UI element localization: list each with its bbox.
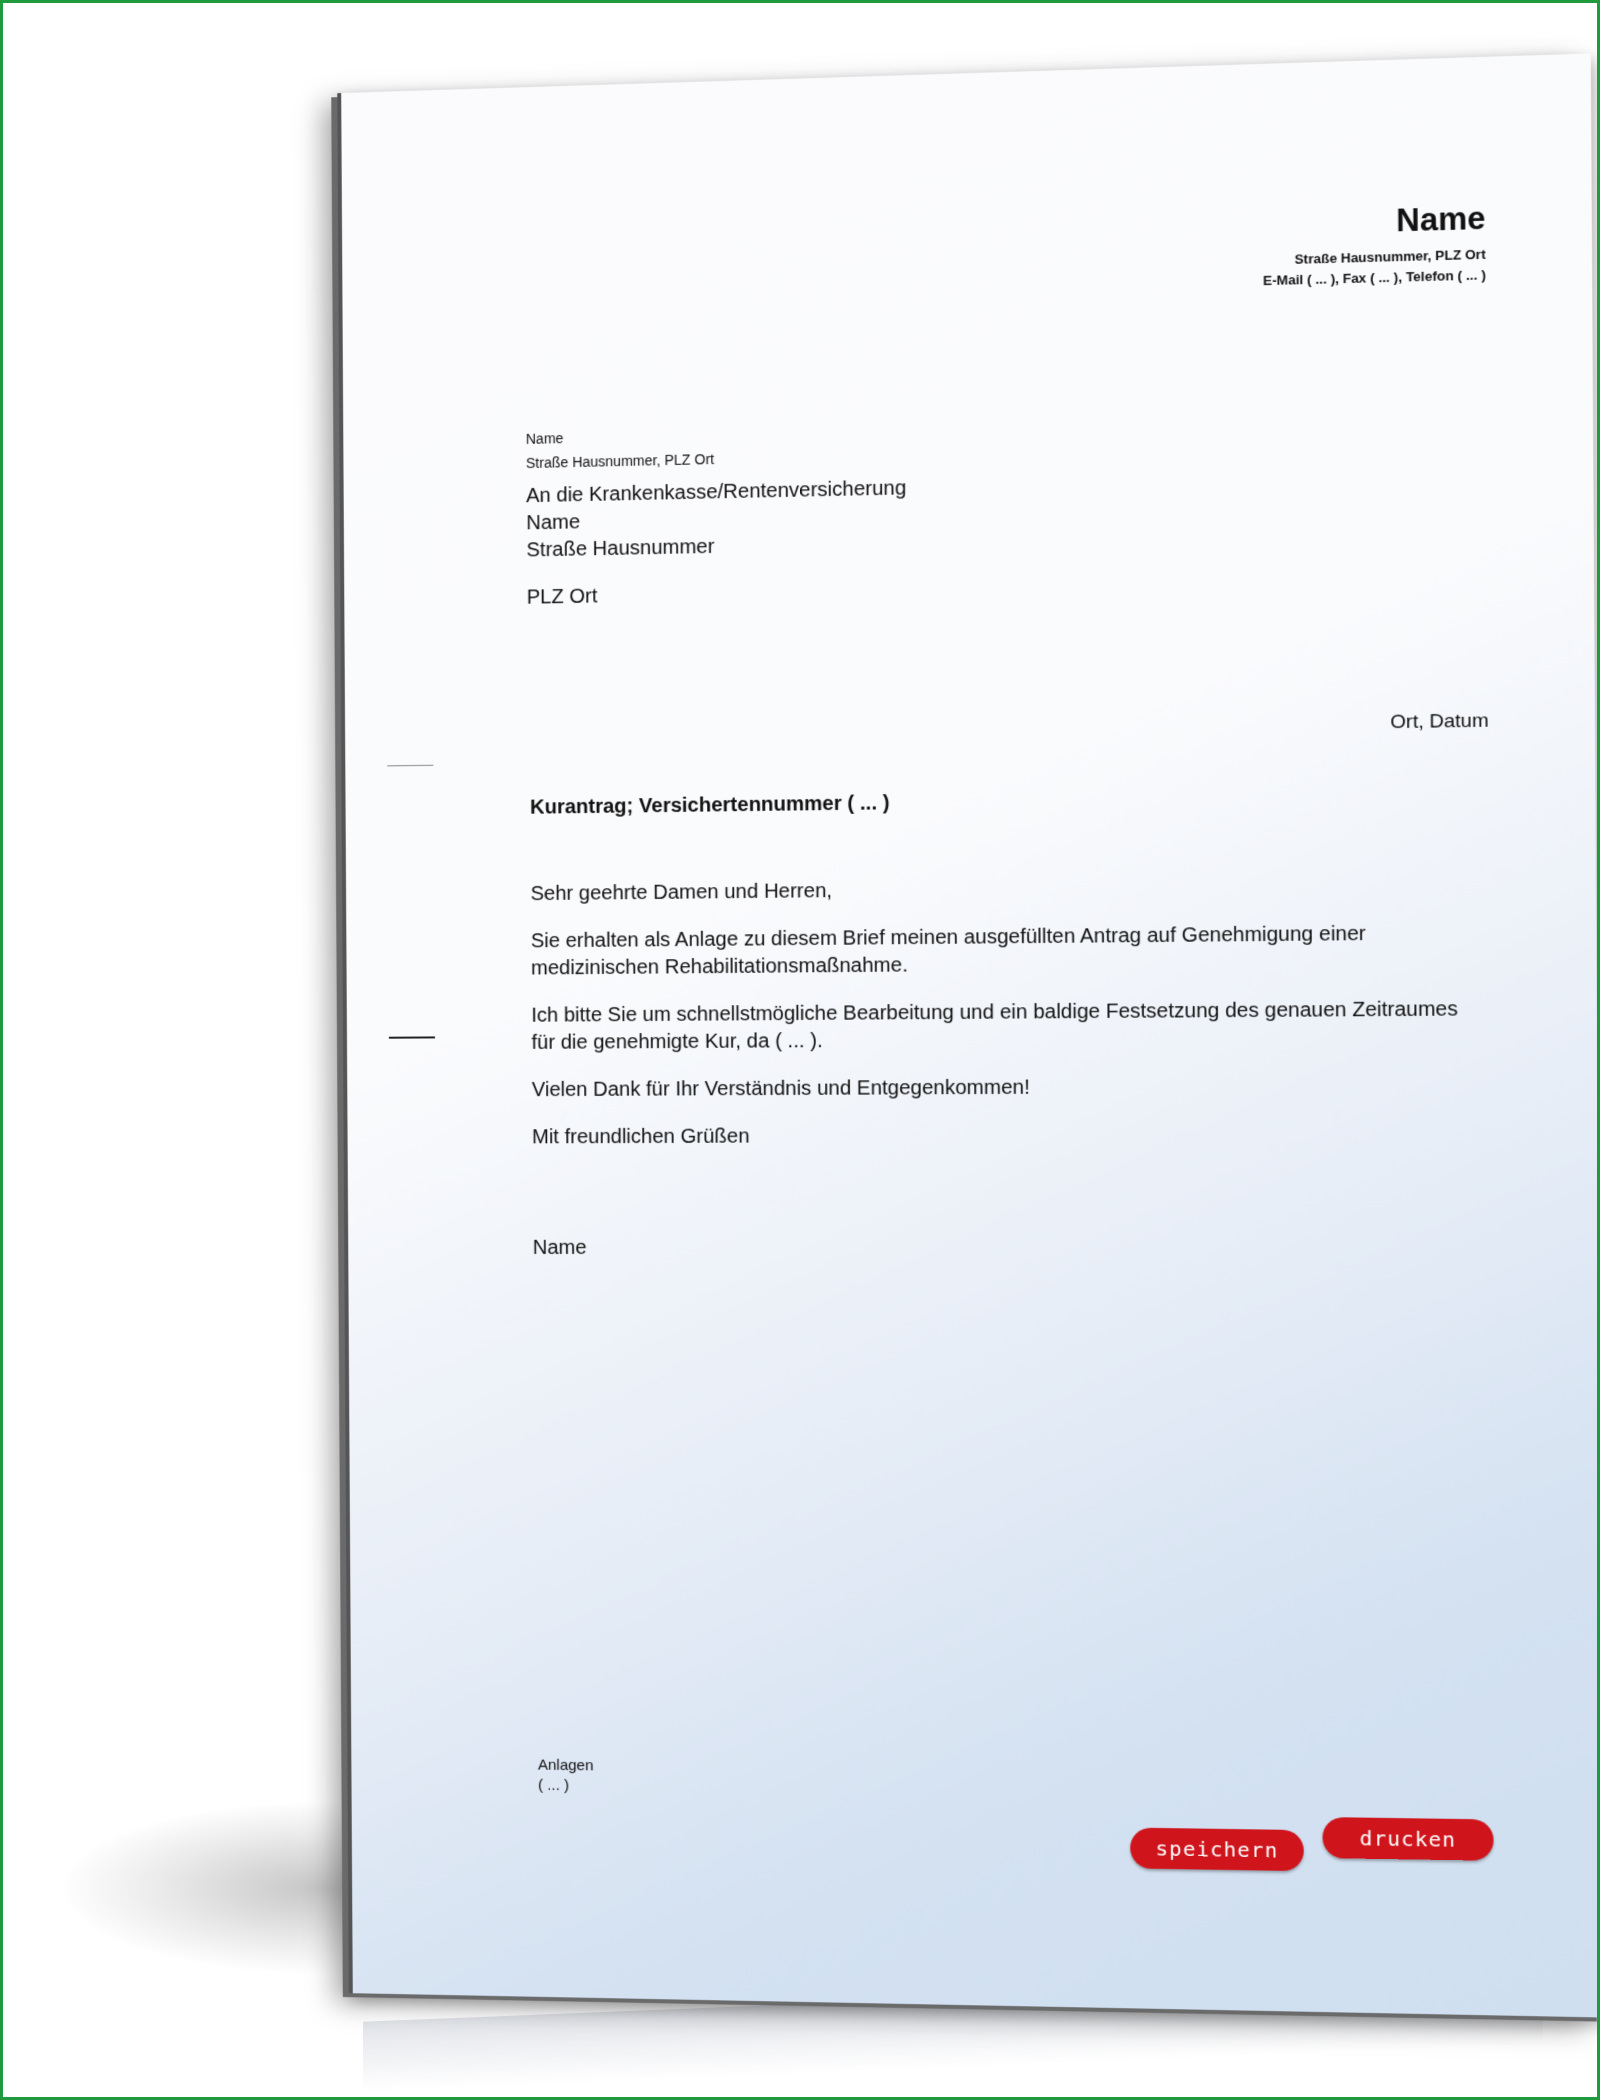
letter-body [531,871,1483,1171]
body-paragraph-3: Vielen Dank für Ihr Verständnis und Entgegenkommen! [531,1076,1030,1102]
body-paragraph-2: Ich bitte Sie um schnellstmögliche Bearbeitung und ein baldige Festsetzung des genauen Zeitraumes für die genehmigte Kur, da ( ... ). [531,998,1458,1054]
save-button[interactable]: speichern [1130,1828,1304,1872]
sender-name: Name [1396,200,1486,239]
signature-name: Name [532,1236,587,1259]
letter-sheet [337,53,1600,2017]
recipient-line-2: Name [526,511,581,535]
attachments [538,1756,594,1797]
print-button[interactable]: drucken [1322,1817,1493,1861]
recipient-line-4: PLZ Ort [526,585,598,609]
sender-contact: E-Mail ( ... ), Fax ( ... ), Telefon ( ... ) [1263,267,1486,289]
punch-mark [389,1036,435,1038]
letter-content [341,53,1600,2017]
letter-subject: Kurantrag; Versichertennummer ( ... ) [529,792,890,819]
sender-address: Straße Hausnummer, PLZ Ort [1294,246,1486,267]
place-date: Ort, Datum [1390,710,1489,734]
return-address [526,423,715,475]
recipient-line-3: Straße Hausnummer [526,535,715,562]
recipient-line-1: An die Krankenkasse/Rentenversicherung [526,477,907,508]
salutation: Sehr geehrte Damen und Herren, [530,879,833,906]
fold-mark-top [387,765,433,767]
return-address-street: Straße Hausnummer, PLZ Ort [525,450,715,472]
attachments-value: ( ... ) [538,1776,570,1795]
attachments-label: Anlagen [537,1756,594,1775]
closing: Mit freundlichen Grüßen [532,1125,750,1149]
recipient-address [526,475,907,612]
body-paragraph-1: Sie erhalten als Anlage zu diesem Brief meinen ausgefüllten Antrag auf Genehmigung einer medizinischen Rehabilitationsmaßnahme. [530,922,1366,980]
return-address-name: Name [525,430,564,447]
sender-block [1263,199,1486,291]
